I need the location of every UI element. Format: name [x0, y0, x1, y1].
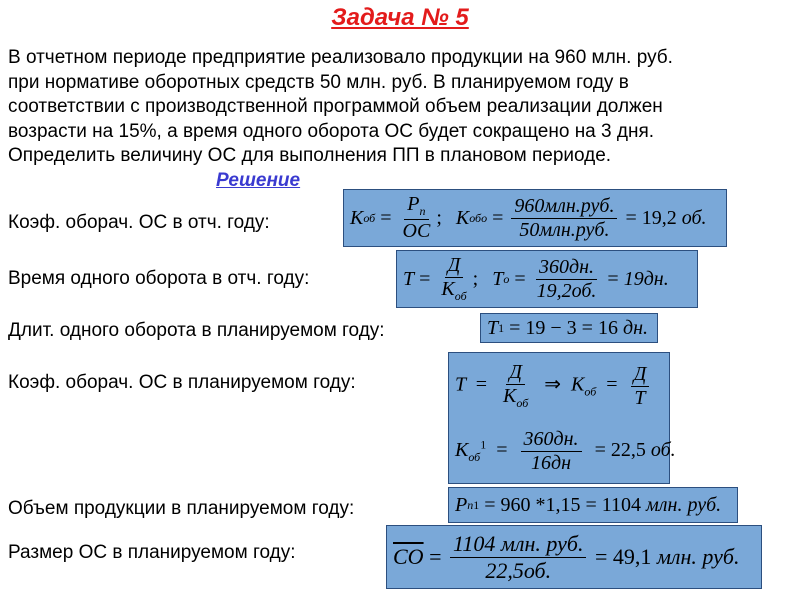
formula-symbol: OC [402, 219, 431, 242]
formula-denominator: 50млн.руб. [519, 218, 610, 241]
step-label-turnover-report: Коэф. оборач. ОС в отч. году: [8, 212, 270, 233]
formula-unit: об. [650, 438, 676, 461]
problem-text [8, 46, 798, 169]
formula-symbol: Д [506, 361, 525, 385]
formula-result: 22,5 [610, 438, 646, 461]
formula-symbol: K [350, 206, 364, 229]
step-label-capital-plan: Размер ОС в планируемом году: [8, 542, 296, 563]
formula-subscript: об [454, 289, 467, 304]
step-label-period-plan: Длит. одного оборота в планируемом году: [8, 320, 385, 341]
formula-symbol: Д [445, 254, 464, 278]
formula-numerator: 960млн.руб. [511, 195, 617, 219]
formula-line: T = $\frac{Д}{K_{об}}$ ⇒ $K_{об}$ = $\frac{Д}{T}$ [455, 361, 652, 411]
formula-expression: 19 − 3 = 16 [525, 316, 618, 339]
formula-subscript: 1 [498, 320, 505, 335]
formula-symbol: $\overline{CO}$ [393, 544, 424, 569]
problem-line: при нормативе оборотных средств 50 млн. руб. В планируемом году в [8, 71, 629, 93]
formula-unit: об. [681, 206, 707, 229]
formula-subscript: п [419, 204, 426, 219]
formula-result: 19дн. [623, 267, 669, 290]
formula-expression: 960 *1,15 = 1104 [500, 493, 642, 516]
formula-symbol: P [455, 493, 468, 516]
formula-symbol: P [407, 193, 420, 216]
formula-turnover-plan [448, 352, 676, 484]
formula-numerator: 360дн. [521, 428, 582, 452]
formula-symbol: T [455, 373, 466, 396]
formula-turnover-report: K об = $\frac{P_п}{OC}$ ; K об o = $\frac{\text{960млн.руб.}}{\text{50млн.руб.}}$ = 19,2 об. [343, 189, 727, 247]
formula-unit: дн. [622, 316, 649, 339]
formula-denominator: 22,5об. [485, 557, 552, 583]
formula-symbol: T [487, 316, 499, 339]
formula-symbol: K [455, 438, 469, 461]
formula-period-plan: T 1 = 19 − 3 = 16 дн. [480, 313, 658, 343]
problem-title: Задача № 5 [331, 4, 469, 31]
step-label-turnover-plan: Коэф. оборач. ОС в планируемом году: [8, 372, 356, 393]
formula-symbol: K [455, 206, 470, 229]
formula-result: 19,2 [641, 206, 677, 229]
formula-fraction [438, 254, 469, 304]
problem-line: возрасти на 15%, а время одного оборота ОС будет сокращено на 3 дня. [8, 120, 655, 142]
formula-fraction [400, 193, 434, 243]
formula-symbol: K [571, 373, 585, 396]
step-label-period-report: Время одного оборота в отч. году: [8, 268, 310, 289]
formula-symbol: T [403, 267, 415, 290]
problem-line: Определить величину ОС для выполнения ПП в плановом периоде. [8, 145, 612, 166]
formula-symbol: T [634, 386, 646, 409]
formula-numerator: 1104 млн. руб. [450, 531, 586, 557]
formula-symbol: Д [631, 363, 650, 387]
formula-subscript: об [468, 449, 481, 464]
formula-subscript: об [584, 384, 597, 399]
formula-fraction [511, 195, 617, 242]
formula-symbol: K [441, 278, 455, 301]
formula-result: 49,1 [612, 544, 652, 569]
problem-line: В отчетном периоде предприятие реализовало продукции на 960 млн. руб. [8, 47, 673, 68]
formula-output-plan: P п 1 = 960 *1,15 = 1104 млн. руб. [448, 487, 738, 523]
formula-fraction [631, 363, 650, 410]
formula-subscript: п [467, 497, 474, 512]
formula-symbol: K [503, 385, 517, 408]
formula-superscript: o [481, 210, 488, 225]
problem-line: соответствии с производственной программой объем реализации должен [8, 96, 663, 117]
formula-denominator: 19,2об. [536, 279, 597, 302]
formula-unit: млн. руб. [656, 544, 740, 569]
formula-fraction [534, 256, 600, 303]
formula-fraction [450, 531, 586, 583]
formula-subscript: об [363, 210, 376, 225]
formula-symbol: T [492, 267, 504, 290]
solution-heading: Решение [216, 170, 301, 191]
step-label-output-plan: Объем продукции в планируемом году: [8, 498, 355, 519]
formula-subscript: o [503, 271, 510, 286]
formula-numerator: 360дн. [536, 256, 597, 280]
formula-capital-plan: $\overline{CO}$ = $\frac{\text{1104 млн. руб.}}{22,5об.}$ = 49,1 млн. руб. [386, 525, 762, 589]
formula-superscript: 1 [480, 437, 487, 452]
formula-unit: млн. руб. [646, 493, 722, 516]
formula-period-report: T = $\frac{Д}{K_{об}}$ ; T o = $\frac{360дн.}{19,2об.}$ = 19дн. [396, 250, 698, 308]
formula-line: $K_{об}^1$ = $\frac{360дн.}{16дн}$ = 22,5 об. [455, 427, 676, 474]
formula-superscript: 1 [473, 497, 480, 512]
formula-subscript: об [469, 210, 482, 225]
formula-fraction [521, 428, 582, 475]
formula-subscript: об [516, 396, 529, 411]
formula-fraction [500, 361, 531, 411]
formula-denominator: 16дн [531, 451, 572, 474]
